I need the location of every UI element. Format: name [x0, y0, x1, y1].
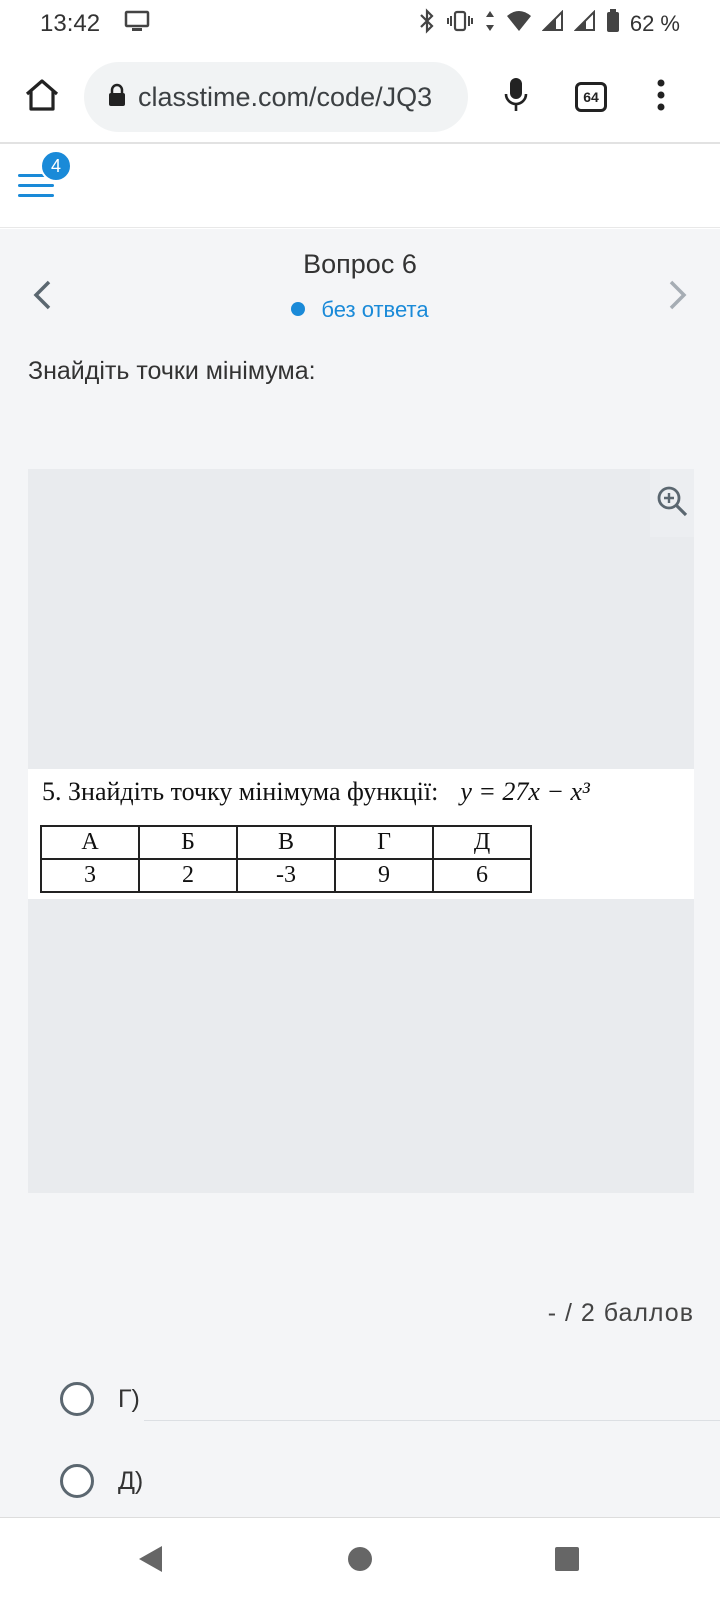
browser-menu-button[interactable]	[626, 55, 696, 139]
table-cell: 3	[41, 859, 139, 892]
status-dot	[291, 302, 305, 316]
recents-nav-button[interactable]	[553, 1545, 581, 1578]
wifi-icon	[506, 10, 532, 38]
home-nav-button[interactable]	[346, 1545, 374, 1578]
table-header-cell: Д	[433, 826, 531, 859]
zoom-in-icon	[656, 485, 688, 522]
vibrate-icon	[446, 10, 474, 38]
table-header-row	[41, 826, 531, 859]
question-prompt: Знайдіть точки мінімума:	[28, 357, 316, 385]
question-image[interactable]	[28, 469, 694, 1193]
app-header	[0, 146, 720, 228]
table-cell: 2	[139, 859, 237, 892]
data-transfer-icon	[484, 9, 496, 39]
question-page	[0, 229, 720, 1517]
question-title: Вопрос 6	[303, 249, 417, 279]
url-text: classtime.com/code/JQ3	[138, 81, 433, 112]
points-label: - / 2 баллов	[547, 1299, 694, 1327]
chevron-right-icon	[667, 279, 689, 316]
exercise-text	[42, 777, 590, 807]
exercise-statement: 5. Знайдіть точку мінімума функції:	[42, 777, 439, 806]
tabs-button[interactable]	[556, 55, 626, 139]
hamburger-line	[18, 184, 54, 187]
notification-badge: 4	[40, 150, 72, 182]
next-question-button[interactable]	[648, 267, 708, 327]
answer-option[interactable]	[60, 1446, 720, 1516]
back-nav-button[interactable]	[136, 1544, 164, 1579]
bluetooth-icon	[418, 8, 436, 40]
screen-cast-icon	[124, 10, 150, 39]
table-cell: -3	[237, 859, 335, 892]
option-label: Д)	[118, 1466, 144, 1495]
radio-button[interactable]	[60, 1382, 94, 1416]
battery-icon	[606, 9, 620, 39]
table-header-cell: Б	[139, 826, 237, 859]
table-header-cell: Г	[335, 826, 433, 859]
status-icons	[418, 8, 680, 40]
lock-icon	[108, 83, 126, 112]
answer-table	[40, 825, 532, 893]
table-row	[41, 859, 531, 892]
exercise-formula: y = 27x − x³	[460, 777, 590, 806]
signal-icon-2	[574, 10, 596, 38]
battery-percent: 62 %	[629, 11, 680, 36]
table-cell: 6	[433, 859, 531, 892]
answer-option[interactable]	[60, 1364, 720, 1434]
status-bar	[0, 0, 720, 48]
signal-icon	[542, 10, 564, 38]
exercise-image	[28, 769, 694, 899]
more-vertical-icon	[656, 79, 666, 116]
home-button[interactable]	[0, 55, 84, 139]
home-icon	[24, 78, 60, 117]
answer-status	[0, 297, 720, 323]
browser-toolbar	[0, 52, 720, 144]
table-cell: 9	[335, 859, 433, 892]
microphone-icon	[503, 77, 529, 118]
status-time: 13:42	[40, 10, 101, 37]
url-bar[interactable]	[84, 62, 468, 132]
divider	[144, 1420, 720, 1421]
option-label: Г)	[118, 1384, 140, 1413]
home-circle-icon	[346, 1545, 374, 1573]
tab-count: 64	[575, 82, 607, 112]
answer-status-text: без ответа	[321, 297, 429, 322]
voice-search-button[interactable]	[476, 55, 556, 139]
table-header-cell: А	[41, 826, 139, 859]
table-header-cell: В	[237, 826, 335, 859]
recents-square-icon	[553, 1545, 581, 1573]
hamburger-line	[18, 194, 54, 197]
zoom-button[interactable]	[650, 469, 694, 537]
back-triangle-icon	[136, 1544, 164, 1574]
system-navigation-bar	[0, 1517, 720, 1600]
radio-button[interactable]	[60, 1464, 94, 1498]
